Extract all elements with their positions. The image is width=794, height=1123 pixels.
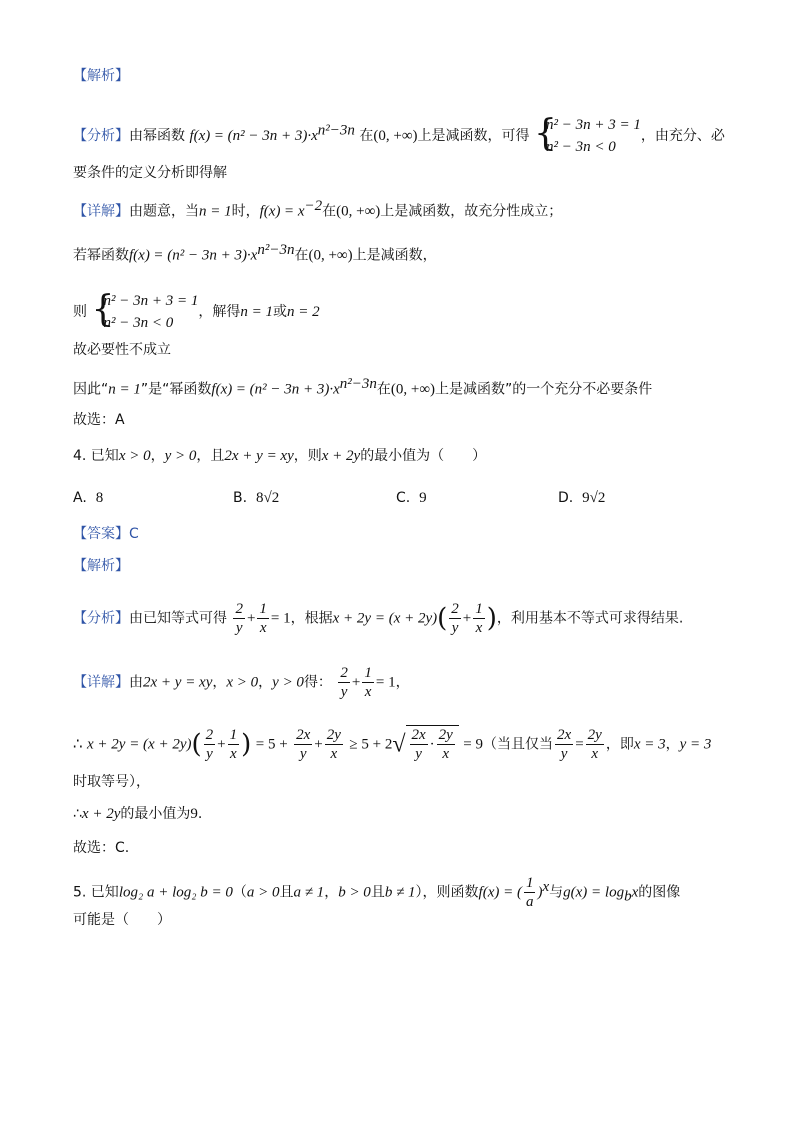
text: 且 [279,884,294,901]
option-c[interactable] [396,488,427,508]
option-label: C. [396,490,411,506]
text: 由题意，当 [129,203,199,220]
num: 1 [475,601,483,617]
math-ge: ≥ 5 + 2 [349,736,393,753]
den: y [299,746,307,762]
den: x [475,620,483,636]
math-n1: n = 1 [199,203,232,220]
math-eq: = [284,203,294,220]
math-target: x + 2y [321,448,361,464]
dot: · [429,736,435,753]
text: 在 [322,203,337,220]
den: y [415,746,422,762]
text: 在 [359,128,374,144]
den: y [560,746,568,762]
text: 若幂函数 [73,247,129,264]
text: 得： [303,674,332,691]
math-n2: n = 2 [286,304,320,320]
fraction [233,600,245,637]
option-value: 8√2 [255,490,280,506]
then-system-line [73,290,320,334]
den: y [451,620,459,636]
math-y3: y = 3 [679,736,712,753]
analysis-tag: 【分析】 [73,128,129,144]
sys-row: n² − 3n + 3 = 1 [545,117,641,133]
math-n1: n = 1 [240,304,273,320]
sys-row: n² − 3n < 0 [545,139,616,155]
text: ，根据 [290,610,333,627]
text: 上是减函数， [352,247,437,264]
text: ，且 [196,448,225,464]
fraction [294,726,312,763]
text: 或 [272,304,287,320]
text: ，由充分、必 [640,128,725,144]
fraction [204,726,216,763]
math-eq: = [214,128,224,144]
question-4 [73,446,486,466]
math-eq: = [236,381,246,398]
math-expand: x + 2y = (x + 2y) [332,610,438,627]
math-power-fn: (n² − 3n + 3)·x [249,381,340,398]
text: ， [212,674,227,691]
text: 的最小值为 [120,806,191,822]
math-a-ne: a ≠ 1 [293,884,325,901]
if-power-line [73,240,437,266]
math-lhs: x + 2y = (x + 2y) [87,736,192,753]
jiexi-heading-1: 【解析】 [73,68,129,84]
text: 因此“ [73,381,109,398]
math-fx-tail: ) [537,884,543,901]
jiexi-heading-2: 【解析】 [73,558,129,574]
math-exp: n²−3n [339,376,377,392]
num: 2y [438,727,453,743]
math-y-pos: y > 0 [164,448,197,464]
den: y [340,684,348,700]
text: （ [232,884,247,901]
math-x: x [631,884,639,901]
num: 1 [229,727,238,743]
text: 5. 已知 [73,884,119,901]
text: ， [324,884,339,901]
text: 在 [376,381,391,398]
math-interval: (0, +∞) [308,247,353,264]
math-log-sum: log₂ a + log₂ b = 0 [118,884,233,901]
math-b-ne: b ≠ 1 [384,884,416,901]
plus: + [314,736,323,753]
fraction [228,726,240,763]
math-x3: x = 3 [633,736,666,753]
math-interval: (0, +∞) [373,128,418,144]
analysis-paragraph-1 [73,114,725,158]
option-a[interactable] [73,488,103,508]
num: 1 [525,875,534,891]
fraction [555,726,573,763]
math-mid: = 5 + [255,736,288,753]
math-exp: −2 [304,198,323,214]
math-eq9: = 9 [463,736,484,753]
den: a [525,894,534,910]
text: 在 [294,247,309,264]
num: 2x [411,727,426,743]
analysis-paragraph-2: 【分析】由已知等式可得 $\frac{2}{y}$ + $\frac{1}{x}$ = 1，根据x + 2y = (x + 2y)( $\frac{2}{y}$ + $\frac{1}{x}$ )，利用基本不等式可求得结果. [73,601,684,636]
math-x: x [297,203,305,220]
text: 与 [549,884,564,901]
detail-tag: 【详解】 [73,674,129,691]
text: 由幂函数 [129,128,185,144]
option-label: B. [233,490,248,506]
math-exp: n²−3n [257,242,295,258]
den: x [330,746,338,762]
math-f: f(x) [259,203,281,220]
math-a-pos: a > 0 [246,884,280,901]
text: 时， [231,203,260,220]
therefore-symbol: ∴ [73,736,83,753]
fraction [325,726,343,763]
num: 2y [326,727,341,743]
fraction [362,664,374,701]
text: 且 [370,884,385,901]
math-gx-def: g(x) = log [563,884,625,901]
math-target: x + 2y [81,806,121,822]
math-fx-def: f(x) = ( [478,884,522,901]
text: 上是减函数，可得 [417,128,530,144]
text: ， [665,736,680,753]
equation-system: { n² − 3n + 3 = 1 n² − 3n < 0 [91,290,198,334]
question-5 [73,874,680,911]
fraction [586,726,604,763]
num: 2x [296,727,311,743]
math-f: f(x) [189,128,211,144]
analysis-tag: 【分析】 [73,610,129,627]
den: x [230,746,237,762]
text: 上是减函数，故充分性成立； [380,203,563,220]
sys-row: n² − 3n < 0 [103,315,174,331]
option-label: D. [558,490,574,506]
math-n1: n = 1 [108,381,141,398]
min-value-line: ∴x + 2y的最小值为9. [73,806,203,822]
num: 2 [205,727,214,743]
equality-note: 时取等号）， [73,774,150,790]
text: ，即 [605,736,634,753]
plus: + [462,610,472,627]
math-base: b [624,888,632,905]
fraction [257,600,269,637]
den: x [442,746,450,762]
plus: + [246,610,256,627]
text: ），则函数 [415,884,479,901]
den: x [259,620,267,636]
option-value: 9√2 [582,490,606,506]
detail-paragraph-2: 【详解】由2x + y = xy，x > 0，y > 0得： $\frac{2}{y}$ + $\frac{1}{x}$ = 1， [73,665,410,700]
sys-row: n² − 3n + 3 = 1 [103,293,199,309]
math-b-pos: b > 0 [338,884,371,901]
num: 2 [235,601,243,617]
num: 1 [364,665,372,681]
num: 1 [259,601,267,617]
option-b[interactable] [233,488,279,508]
eq-one: = 1 [270,610,291,627]
math-x-pos: x > 0 [226,674,259,691]
den: x [591,746,599,762]
question-5-continuation: 可能是（ ） [73,912,171,928]
text: 由已知等式可得 [129,610,227,627]
text: 则 [73,304,87,320]
text: ，利用基本不等式可求得结果. [496,610,684,627]
choice-c: 故选：C. [73,840,130,856]
math-condition: 2x + y = xy [224,448,294,464]
den: y [235,620,243,636]
detail-tag: 【详解】 [73,203,129,220]
text: ，解得 [198,304,241,320]
eq-one: = 1 [375,674,396,691]
den: x [364,684,372,700]
option-label: A. [73,490,87,506]
choice-a: 故选：A [73,412,125,428]
therefore-symbol: ∴ [73,806,82,822]
math-exp: x [542,878,550,895]
den: y [206,746,213,762]
necessity-fails: 故必要性不成立 [73,342,171,358]
detail-paragraph-1 [73,196,562,222]
text: （当且仅当 [483,736,554,753]
fraction [338,664,350,701]
math-condition: 2x + y = xy [143,674,213,691]
text: 上是减函数”的一个充分不必要条件 [435,381,653,398]
text: 由 [129,674,143,691]
equation-system: { n² − 3n + 3 = 1 n² − 3n < 0 [534,114,641,158]
num: 2 [451,601,459,617]
fraction [473,600,485,637]
inequality-line: ∴ x + 2y = (x + 2y)( $\frac{2}{y}$ + $\frac{1}{x}$ ) = 5 + $\frac{2x}{y}$ + $\frac{2y}{x}$ ≥ 5 + 2√ $\frac{2x}{y}$ · $\frac{2y}{x}$ = 9（当且仅当 $\frac{2x}{y}$ = $\frac{2y}{x}$ ，即x = 3，y = 3 [73,727,712,762]
answer-4: 【答案】C [73,526,139,542]
fraction [524,874,536,911]
text: ，则 [293,448,322,464]
plus: + [351,674,361,691]
option-d[interactable] [558,488,605,508]
option-value: 9 [419,490,427,506]
text: 4. 已知 [73,448,119,464]
math-y-pos: y > 0 [272,674,304,691]
text: 的图像 [638,884,681,901]
text: ， [258,674,273,691]
plus: + [217,736,226,753]
fraction [410,726,428,763]
math-nine: 9 [190,806,198,822]
math-exp: n²−3n [317,122,355,139]
text: ”是“幂函数 [140,381,212,398]
analysis-continuation: 要条件的定义分析即得解 [73,165,227,181]
math-interval: (0, +∞) [390,381,436,398]
fraction [449,600,461,637]
math-f: f(x) [211,381,233,398]
conclusion-line [73,374,652,400]
math-eq: = [154,247,163,264]
fraction [437,726,455,763]
math-f: f(x) [129,247,150,264]
num: 2 [340,665,348,681]
eq: = [575,736,584,753]
num: 2y [587,727,602,743]
text: 的最小值为（ ） [360,448,487,464]
math-power-fn: (n² − 3n + 3)·x [167,247,258,264]
math-x-pos: x > 0 [118,448,151,464]
num: 2x [557,727,572,743]
math-power-fn: (n² − 3n + 3)·x [227,128,318,144]
option-value: 8 [95,490,104,506]
math-interval: (0, +∞) [336,203,381,220]
text: ， [150,448,165,464]
